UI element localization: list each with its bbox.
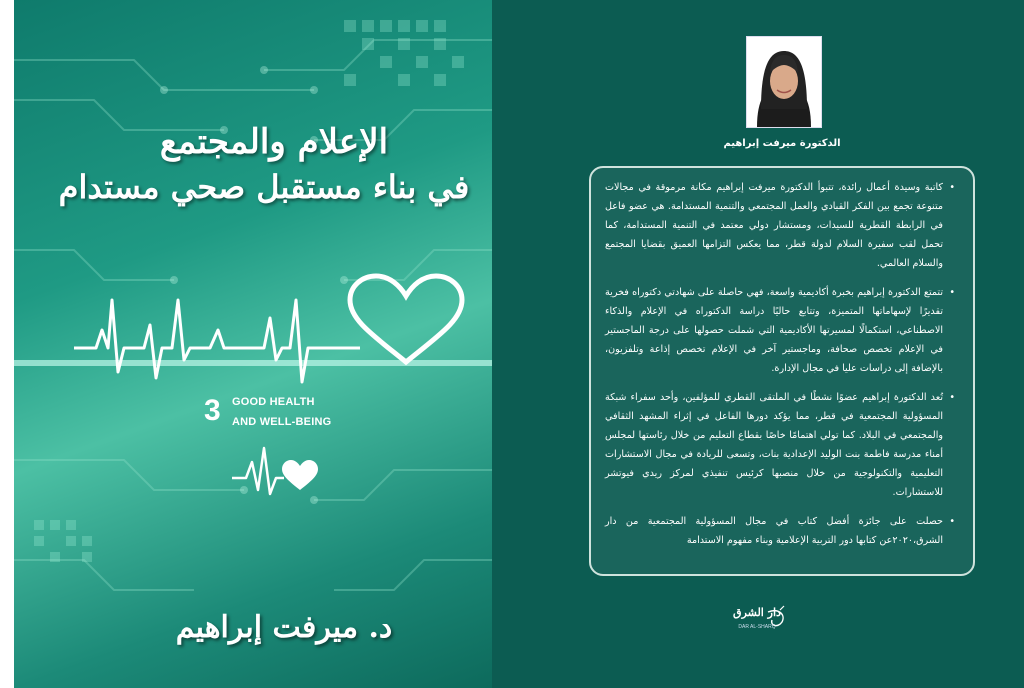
author-portrait-icon	[747, 37, 821, 127]
bio-paragraph: • حصلت على جائزة أفضل كتاب في مجال المسؤولية المجتمعية من دار الشرق،٢٠٢٠عن كتابها دور التربية الإعلامية وبناء مفهوم الاستدامة	[605, 512, 943, 550]
sdg-goal-label	[232, 392, 331, 432]
sdg-heart-icon	[282, 460, 318, 490]
heartbeat-line	[74, 300, 360, 382]
author-bio-box	[589, 166, 975, 576]
bio-paragraph: • تُعد الدكتورة إبراهيم عضوًا نشطًا في الملتقى القطري للمؤلفين، وأحد سفراء شبكة المسؤولية المجتمعية في قطر، مما يؤكد دورها الفاعل في إثراء المشهد الثقافي والمجتمعي في البلاد. كما تولي اهتمامًا خاصًا بقطاع التعليم من خلال رئاستها لمجلس أمناء مدرسة فاطمة بنت الوليد الإعدادية بنات، وتسعى للريادة في مجال الاستشارات التعليمية والتكنولوجية من خلال منصبها كرئيس تنفيذي لمركز ريدي فيوتشر للاستشارات.	[605, 388, 943, 502]
publisher-name: دار الشرق	[733, 606, 781, 619]
author-photo	[746, 36, 822, 128]
author-name: د. ميرفت إبراهيم	[175, 610, 393, 645]
publisher-latin-name: DAR AL-SHARQ	[738, 624, 776, 630]
bio-paragraph: • تتمتع الدكتورة إبراهيم بخبرة أكاديمية واسعة، فهي حاصلة على شهادتي دكتوراه فخرية تقديرًا لإسهاماتها المتميزة، وتتابع حاليًا دراسة الدكتوراه في الإعلام والذكاء الاصطناعي، استكمالًا لمسيرتها الأكاديمية التي شملت حصولها على درجة الماجستير في الإعلام تخصص صحافة، وماجستير آخر في الإعلام تخصص إذاعة وتلفزيون، بالإضافة إلى دراسات عليا في مجال الإدارة.	[605, 283, 943, 378]
sdg-number: 3	[204, 394, 221, 427]
circuit-background	[14, 0, 492, 688]
book-title-line1: الإعلام والمجتمع	[159, 122, 389, 162]
sdg-line1: GOOD HEALTH	[232, 396, 315, 408]
back-cover	[492, 0, 1024, 688]
photo-caption: الدكتورة ميرفت إبراهيم	[723, 138, 841, 149]
bio-list	[605, 178, 957, 550]
sdg-line2: AND WELL-BEING	[232, 416, 332, 428]
book-title-line2: في بناء مستقبل صحي مستدام	[58, 168, 470, 206]
front-cover	[14, 0, 492, 688]
sdg-heartbeat-icon	[232, 448, 284, 494]
heart-outline-icon	[350, 276, 462, 362]
bio-paragraph: • كاتبة وسيدة أعمال رائدة، تتبوأ الدكتورة ميرفت إبراهيم مكانة مرموقة في مجالات متنوعة تجمع بين الفكر القيادي والعمل المجتمعي والتنمية المستدامة. هي عضو فاعل في الرابطة القطرية للسيدات، ومستشار دولي معتمد في التنمية المستدامة، كما تحمل لقب سفيرة السلام لدولة قطر، مما يعكس التزامها العميق بقضايا المجتمع والسلام العالمي.	[605, 178, 943, 273]
